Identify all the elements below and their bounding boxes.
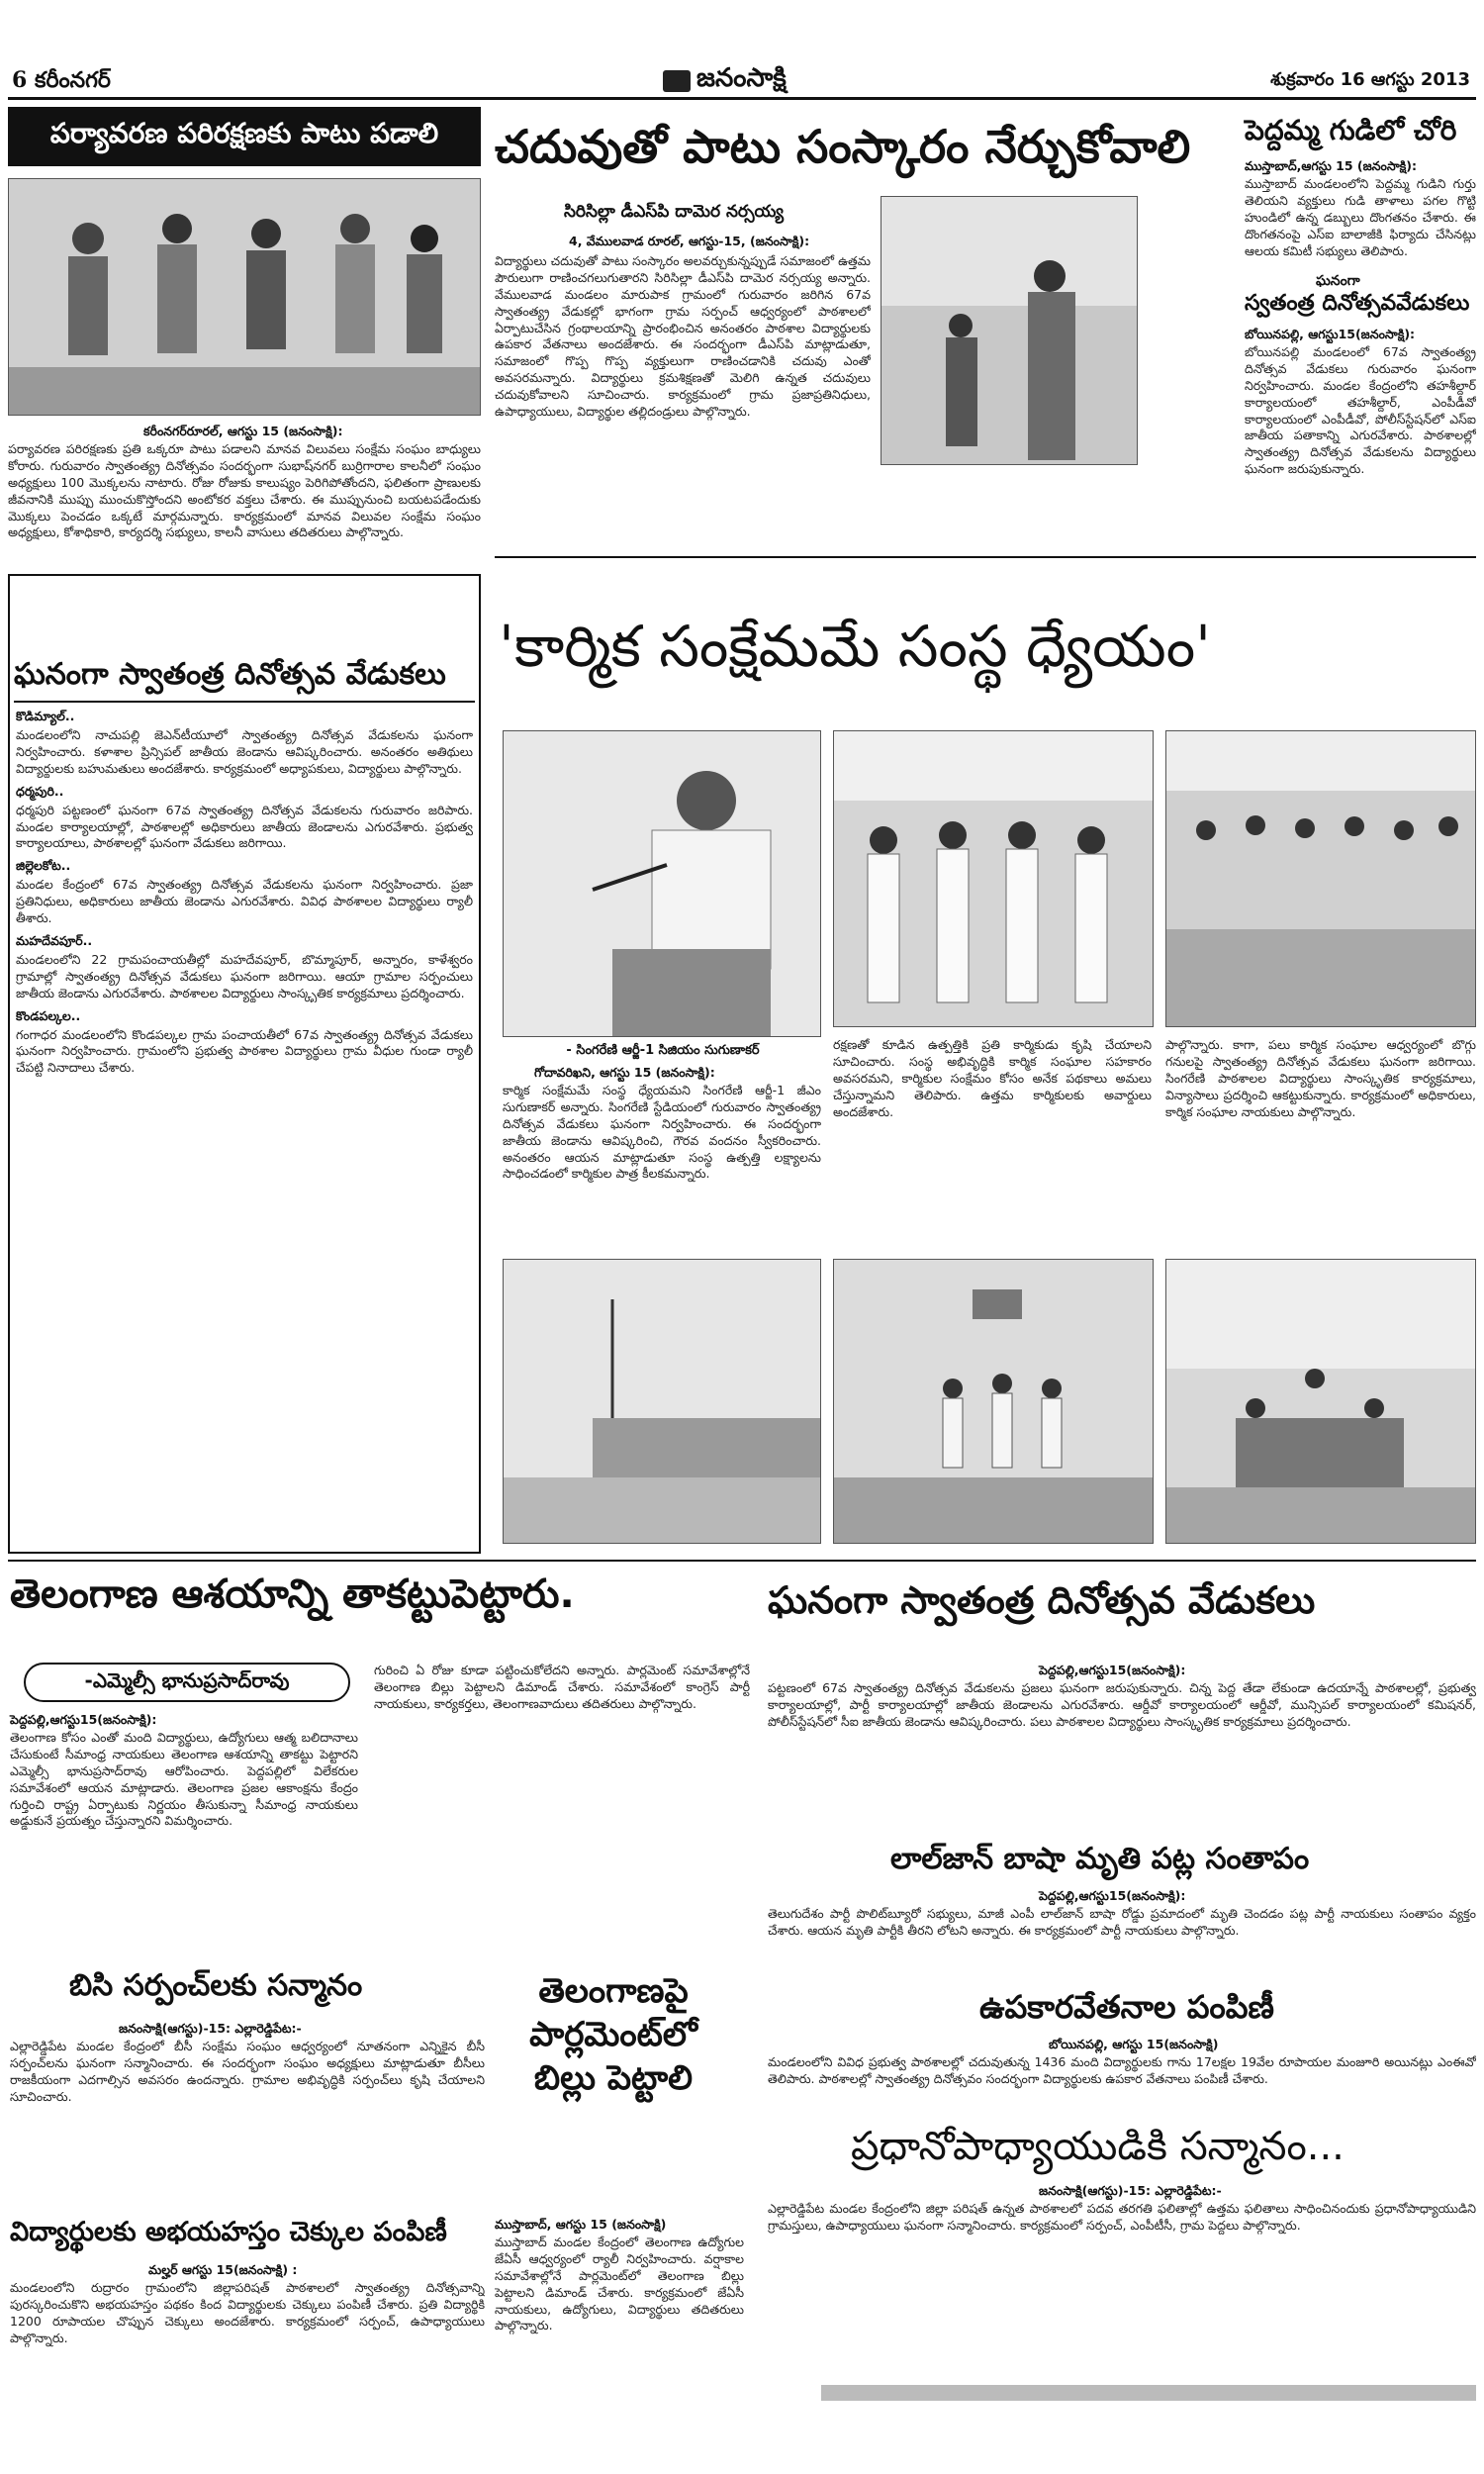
big-story-body-1: కార్మిక సంక్షేమమే సంస్థ ధ్యేయమని సింగరేణి ఆర్జీ-1 జీఎం సుగుణాకర్‌ అన్నారు. సింగరేణి స్టేడియంలో గురువారం స్వాతంత్య్ర దినోత్సవ వేడుకలు ఘనంగా నిర్వహించారు. ఈ సందర్భంగా జాతీయ జెండాను ఆవిష్కరించి, గౌరవ వందనం స్వీకరించారు. అనంతరం ఆయన మాట్లాడుతూ సంస్థ ఉత్పత్తి లక్ష్యాలను సాధించడంలో కార్మికుల పాత్ర కీలకమన్నారు. <box>503 1083 821 1182</box>
story-bc-dateline: జనంసాక్షి(ఆగస్టు)-15: ఎల్లారెడ్డిపేట:- <box>119 2021 302 2036</box>
big-story-body-2: రక్షణతో కూడిన ఉత్పత్తికి ప్రతి కార్మికుడు కృషి చేయాలని సూచించారు. సంస్థ అభివృద్ధికి కార్మిక సంఘాల సహకారం అవసరమని, కార్మికుల సంక్షేమం కోసం అనేక పథకాలు అమలు చేస్తున్నామని తెలిపారు. ఉత్తమ కార్మికులకు అవార్డులు అందజేశారు. <box>833 1037 1152 1119</box>
big-story-photo-crowd <box>1165 730 1476 1027</box>
big-story-headline: 'కార్మిక సంక్షేమమే సంస్థ ధ్యేయం' <box>499 613 1212 680</box>
story-education-headline: చదువుతో పాటు సంస్కారం నేర్చుకోవాలి <box>495 120 1191 173</box>
big-story-photo-officials <box>833 730 1154 1027</box>
big-story-dateline: గోదావరిఖని, ఆగస్టు 15 (జనంసాక్షి): <box>534 1065 715 1080</box>
story-education-byline: సిరిసిల్లా డీఎస్‌పి దామెర నర్సయ్య <box>564 202 784 222</box>
story-independence-dateline: బోయినపల్లి, ఆగస్టు15(జనంసాక్షి): <box>1245 327 1416 341</box>
crowd-gathering-image <box>1166 731 1476 1027</box>
story-scholarship-headline: ఉపకారవేతనాల పంపిణీ <box>979 1988 1274 2026</box>
story-laljan-body: తెలుగుదేశం పార్టీ పొలిట్‌బ్యూరో సభ్యులు, మాజీ ఎంపీ లాల్‌జాన్‌ బాషా రోడ్డు ప్రమాదంలో మృతి చెందడం పట్ల పార్టీ నాయకులు సంతాపం వ్యక్తం చేశారు. ఆయన మృతి పార్టీకి తీరని లోటని అన్నారు. ఈ కార్యక్రమంలో పార్టీ నాయకులు పాల్గొన్నారు. <box>768 1906 1476 1938</box>
story-celebrations-rule <box>14 701 475 703</box>
story-theft-headline: పెద్దమ్మ గుడిలో చోరి <box>1245 114 1457 146</box>
section-text: గంగాధర మండలంలోని కొండపల్కల గ్రామ పంచాయతీలో 67వ స్వాతంత్య్ర దినోత్సవ వేడుకలు ఘనంగా నిర్వహించారు. గ్రామంలోని ప్రభుత్వ పాఠశాల విద్యార్థులు గ్రామ వీధుల గుండా ర్యాలీ చేపట్టి నినాదాలు చేశారు. <box>16 1026 473 1076</box>
section-place: ధర్మపురి.. <box>16 783 64 799</box>
story-education-body: విద్యార్థులు చదువుతో పాటు సంస్కారం అలవర్చుకున్నప్పుడే సమాజంలో ఉత్తమ పౌరులుగా రాణించగలుగుతారని సిరిసిల్లా డీఎస్‌పి దామెర నర్సయ్య అన్నారు. వేములవాడ మండలం మారుపాక గ్రామంలో గురువారం జరిగిన 67వ స్వాతంత్య్ర వేడుకల్లో భాగంగా గ్రామ సర్పంచ్‌ ఆధ్వర్యంలో పాఠశాలలో ఏర్పాటుచేసిన గ్రంథాలయాన్ని ప్రారంభించిన అనంతరం పాఠశాల విద్యార్థులకు ఉపకార వేతనాలు అందజేశారు. ఈ సందర్భంగా డీఎస్‌పి మాట్లాడుతూ, సమాజంలో గొప్ప గొప్ప వ్యక్తులుగా రాణించడానికి చదువు ఎంతో అవసరమన్నారు. విద్యార్థులు క్రమశిక్షణతో మెలిగి ఉన్నత చదువులు చదువుకోవాలని సూచించారు. కార్యక్రమంలో గ్రామ ప్రజాప్రతినిధులు, ఉపాధ్యాయులు, విద్యార్థుల తల్లిదండ్రులు పాల్గొన్నారు. <box>495 253 871 419</box>
story-environment-body: పర్యావరణ పరిరక్షణకు ప్రతి ఒక్కరూ పాటు పడాలని మానవ విలువలు సంక్షేమ సంఘం బాధ్యులు కోరారు. గురువారం స్వాతంత్య్ర దినోత్సవం సందర్భంగా సుభాష్‌నగర్‌ బుర్రిగారాల కాలనీలో సంఘం అధ్యక్షులు 100 మొక్కలను నాటారు. రోజు రోజుకు కాలుష్యం పెరిగిపోతోందని, ఫలితంగా ప్రాణులకు జీవనానికి ముప్పు ముంచుకొస్తోందని అంటోకర వక్తలు చేశారు. ఈ ముప్పునుంచి బయటపడేందుకు మొక్కలు పెంచడం ఒక్కటే మార్గమన్నారు. కార్యక్రమంలో మానవ విలువల సంక్షేమ సంఘం అధ్యక్షులు, కోశాధికారి, కార్యదర్శి సభ్యులు, కాలనీ వాసులు తదితరులు పాల్గొన్నారు. <box>8 441 481 540</box>
officials-group-image <box>834 731 1154 1027</box>
issue-date: శుక్రవారం 16 ఆగస్టు 2013 <box>1270 69 1470 90</box>
section-text: మండలంలోని 22 గ్రామపంచాయతీల్లో మహదేవపూర్‌, బొమ్మాపూర్‌, అన్నారం, కాళేశ్వరం గ్రామాల్లో స్వాతంత్య్ర దినోత్సవ వేడుకలు ఘనంగా జరిగాయి. ఆయా గ్రామాల సర్పంచులు జాతీయ జెండాను ఎగురవేశారు. పాఠశాలల విద్యార్థులు సాంస్కృతిక కార్యక్రమాలు ప్రదర్శించారు. <box>16 951 473 1000</box>
story-celebrations-headline: ఘనంగా స్వాతంత్ర దినోత్సవ వేడుకలు <box>14 657 446 692</box>
section-place: మహదేవపూర్‌.. <box>16 932 93 948</box>
story-independence-kicker: ఘనంగా <box>1316 273 1360 289</box>
speaker-at-podium-image <box>504 731 821 1037</box>
story-celebrations-sections <box>16 709 473 1548</box>
section-mahadevpur <box>16 933 473 1002</box>
story-headmaster-dateline: జనంసాక్షి(ఆగస్టు)-15: ఎల్లారెడ్డిపేట:- <box>1039 2183 1222 2198</box>
story-students-body: మండలంలోని రుద్రారం గ్రామంలోని జిల్లాపరిషత్‌ పాఠశాలలో స్వాతంత్య్ర దినోత్సవాన్ని పురస్కరించుకొని అభయహస్తం పథకం కింద విద్యార్థులకు చెక్కులు పంపిణీ చేశారు. ప్రతి విద్యార్థికి 1200 రూపాయల చొప్పున చెక్కులు అందజేశారు. కార్యక్రమంలో సర్పంచ్‌, ఉపాధ్యాయులు పాల్గొన్నారు. <box>10 2280 485 2345</box>
story-parliament-body: ముస్తాబాద్‌ మండల కేంద్రంలో తెలంగాణ ఉద్యోగుల జేఏసీ ఆధ్వర్యంలో ర్యాలీ నిర్వహించారు. వర్షాకాల సమావేశాల్లోనే పార్లమెంట్‌లో తెలంగాణ బిల్లు పెట్టాలని డిమాండ్‌ చేశారు. కార్యక్రమంలో జేఏసీ నాయకులు, ఉద్యోగులు, విద్యార్థులు తదితరులు పాల్గొన్నారు. <box>495 2235 744 2333</box>
human-pyramid-image <box>1166 1260 1476 1544</box>
story-scholarship-body: మండలంలోని వివిధ ప్రభుత్వ పాఠశాలల్లో చదువుతున్న 1436 మంది విద్యార్థులకు గాను 17లక్షల 19వేల రూపాయల మంజూరి అయినట్లు ఎంఈవో తెలిపారు. పాఠశాలల్లో స్వాతంత్య్ర దినోత్సవం సందర్భంగా విద్యార్థులకు ఉపకార వేతనాలు పంపిణీ చేశారు. <box>768 2054 1476 2086</box>
section-place: కొండపల్కల.. <box>16 1007 81 1023</box>
section-jillelakota <box>16 858 473 927</box>
story-telangana-byline: -ఎమ్మెల్సీ భానుప్రసాద్‌రావు <box>24 1663 350 1702</box>
story-bc-body: ఎల్లారెడ్డిపేట మండల కేంద్రంలో బీసీ సంక్షేమ సంఘం ఆధ్వర్యంలో నూతనంగా ఎన్నికైన బీసీ సర్పంచ్‌లను ఘనంగా సన్మానించారు. ఈ సందర్భంగా సంఘం అధ్యక్షులు మాట్లాడుతూ బీసీలు రాజకీయంగా ఎదగాల్సిన అవసరం ఉందన్నారు. గ్రామాల అభివృద్ధికి సర్పంచ్‌లు కృషి చేయాలని సూచించారు. <box>10 2039 485 2104</box>
footer-bar <box>821 2385 1476 2401</box>
big-story-top-rule <box>495 556 1476 558</box>
story-education-body-cont <box>881 471 1138 548</box>
section-text: మండల కేంద్రంలో 67వ స్వాతంత్య్ర దినోత్సవ వేడుకలను ఘనంగా నిర్వహించారు. ప్రజా ప్రతినిధులు, అధికారులు జాతీయ జెండాను ఎగురవేశారు. వివిధ పాఠశాలల విద్యార్థులు ర్యాలీ తీశారు. <box>16 877 473 925</box>
story-headmaster-headline: ప్రధానోపాధ్యాయుడికి సన్మానం... <box>851 2124 1345 2169</box>
flag-hoisting-image <box>504 1260 821 1544</box>
group-people-image <box>9 179 481 416</box>
story-telangana-dateline: పెద్దపల్లి,ఆగస్టు15(జనంసాక్షి): <box>10 1712 157 1727</box>
big-story-photo-flag <box>503 1259 821 1544</box>
story-peddapalli-dateline: పెద్దపల్లి,ఆగస్టు15(జనంసాక్షి): <box>1039 1663 1186 1677</box>
story-bc-headline: బిసి సర్పంచ్‌లకు సన్మానం <box>69 1968 363 2003</box>
story-scholarship-dateline: బోయినపల్లి, ఆగస్టు 15(జనంసాక్షి) <box>1049 2037 1219 2051</box>
masthead-title: జనంసాక్షి <box>696 63 787 93</box>
mid-rule <box>8 1560 1476 1562</box>
section-dharmapuri <box>16 784 473 853</box>
story-environment-photo <box>8 178 481 416</box>
story-parliament-headline: తెలంగాణపై పార్లమెంట్‌లో బిల్లు పెట్టాలి <box>529 1971 697 2099</box>
masthead <box>663 63 787 99</box>
story-independence-body: బోయినపల్లి మండలంలో 67వ స్వాతంత్య్ర దినోత్సవ వేడుకలు గురువారం ఘనంగా నిర్వహించారు. మండల కేంద్రంలోని తహశీల్దార్‌ కార్యాలయంలో తహశీల్దార్‌, ఎంపీడీవో కార్యాలయంలో ఎంపీడీవో, పోలీస్‌స్టేషన్‌లో ఎస్‌ఐ జాతీయ పతాకాన్ని ఎగురవేశారు. పాఠశాలల్లో స్వాతంత్య్ర దినోత్సవ వేడుకలను విద్యార్థులు ఘనంగా జరుపుకున్నారు. <box>1245 344 1476 477</box>
story-headmaster-body: ఎల్లారెడ్డిపేట మండల కేంద్రంలోని జిల్లా పరిషత్‌ ఉన్నత పాఠశాలలో పదవ తరగతి ఫలితాల్లో ఉత్తమ ఫలితాలు సాధించినందుకు ప్రధానోపాధ్యాయుడిని గ్రామస్తులు, ఉపాధ్యాయులు ఘనంగా సన్మానించారు. కార్యక్రమంలో సర్పంచ్‌, ఎంపీటీసీ, గ్రామ పెద్దలు పాల్గొన్నారు. <box>768 2201 1476 2233</box>
section-text: ధర్మపురి పట్టణంలో ఘనంగా 67వ స్వాతంత్య్ర దినోత్సవ వేడుకలను గురువారం జరిపారు. మండల కార్యాలయాల్లో, పాఠశాలల్లో అధికారులు జాతీయ జెండాలను ఎగురవేశారు. ప్రభుత్వ కార్యాలయాలు, పాఠశాలల్లో ఘనంగా వేడుకలు జరిగాయి. <box>16 802 473 851</box>
story-independence-headline: స్వతంత్ర దినోత్సవవేడుకలు <box>1245 291 1470 316</box>
story-theft-dateline: ముస్తాబాద్‌,ఆగస్టు 15 (జనంసాక్షి): <box>1245 158 1417 173</box>
story-environment-headline: పర్యావరణ పరిరక్షణకు పాటు పడాలి <box>8 107 481 166</box>
big-story-body-3: పాల్గొన్నారు. కాగా, పలు కార్మిక సంఘాల ఆధ్వర్యంలో బొగ్గు గనులపై స్వాతంత్య్ర దినోత్సవ వేడుకలు ఘనంగా జరిగాయి. సింగరేణి పాఠశాలల విద్యార్థులు సాంస్కృతిక కార్యక్రమాలు, విన్యాసాలు ప్రదర్శించి ఆకట్టుకున్నారు. కార్యక్రమంలో అధికారులు, కార్మిక సంఘాల నాయకులు పాల్గొన్నారు. <box>1165 1037 1476 1119</box>
story-parliament-dateline: ముస్తాబాద్‌, ఆగస్టు 15 (జనంసాక్షి) <box>495 2217 667 2232</box>
section-place: కొడిమ్యాల్‌.. <box>16 709 75 723</box>
story-telangana-body: తెలంగాణ కోసం ఎంతో మంది విద్యార్థులు, ఉద్యోగులు ఆత్మ బలిదానాలు చేసుకుంటే సీమాంధ్ర నాయకులు తెలంగాణ ఆశయాన్ని తాకట్టు పెట్టారని ఎమ్మెల్సీ భానుప్రసాద్‌రావు ఆరోపించారు. పెద్దపల్లిలో విలేకరుల సమావేశంలో ఆయన మాట్లాడారు. తెలంగాణ ప్రజల ఆకాంక్షను కేంద్రం గుర్తించి రాష్ట్ర ఏర్పాటుకు నిర్ణయం తీసుకున్నా సీమాంధ్ర నాయకులు అడ్డుకునే ప్రయత్నం చేస్తున్నారని విమర్శించారు. <box>10 1730 358 1829</box>
story-theft-body: ముస్తాబాద్‌ మండలంలోని పెద్దమ్మ గుడిని గుర్తు తెలియని వ్యక్తులు గుడి తాళాలు పగల గొట్టి హుండిలో ఉన్న డబ్బులు దొంగతనం చేశారు. ఈ దొంగతనంపై ఎస్‌ఐ బాలాజీకి ఫిర్యాదు చేసినట్లు ఆలయ కమిటీ సభ్యులు తెలిపారు. <box>1245 176 1476 258</box>
masthead-logo-icon <box>663 70 691 92</box>
page-label: 6 కరీంనగర్ <box>12 67 111 93</box>
section-place: జిల్లెలకోట.. <box>16 858 71 874</box>
story-telangana-body-cont: గురించి ఏ రోజు కూడా పట్టించుకోలేదని అన్నారు. పార్లమెంట్‌ సమావేశాల్లోనే తెలంగాణ బిల్లు పెట్టాలని డిమాండ్‌ చేశారు. సమావేశంలో కాంగ్రెస్‌ పార్టీ నాయకులు, కార్యకర్తలు, తెలంగాణవాదులు తదితరులు పాల్గొన్నారు. <box>374 1663 750 1711</box>
section-kondapalkala <box>16 1008 473 1078</box>
officer-handshake-image <box>881 197 1138 465</box>
story-laljan-dateline: పెద్దపల్లి,ఆగస్టు15(జనంసాక్షి): <box>1039 1888 1186 1903</box>
story-education-dateline: 4, వేములవాడ రూరల్‌, ఆగస్టు-15, (జనంసాక్షి): <box>569 234 810 248</box>
section-kodimyal <box>16 709 473 778</box>
story-students-dateline: మల్హర్‌ ఆగస్టు 15(జనంసాక్షి) : <box>148 2262 298 2277</box>
big-story-photo-caption: - సింగరేణి ఆర్జీ-1 సిజియం సుగుణాకర్‌ <box>566 1043 760 1058</box>
story-peddapalli-headline: ఘనంగా స్వాతంత్ర దినోత్సవ వేడుకలు <box>768 1578 1316 1622</box>
story-education-photo <box>881 196 1138 465</box>
story-laljan-headline: లాల్‌జాన్‌ బాషా మృతి పట్ల సంతాపం <box>890 1842 1310 1876</box>
big-story-photo-speaker <box>503 730 821 1037</box>
students-dance-image <box>834 1260 1154 1544</box>
story-telangana-headline: తెలంగాణ ఆశయాన్ని తాకట్టుపెట్టారు. <box>10 1571 575 1617</box>
header-rule <box>8 97 1476 100</box>
story-environment-dateline: కరీంనగర్‌రూరల్‌, ఆగస్టు 15 (జనంసాక్షి): <box>143 424 343 438</box>
big-story-photo-pyramid <box>1165 1259 1476 1544</box>
big-story-photo-dance <box>833 1259 1154 1544</box>
section-text: మండలంలోని నాచుపల్లి జెఎన్‌టీయూలో స్వాతంత్య్ర దినోత్సవ వేడుకలను ఘనంగా నిర్వహించారు. కళాశాల ప్రిన్సిపల్‌ జాతీయ జెండాను ఆవిష్కరించారు. అనంతరం అతిథులు విద్యార్థులకు బహుమతులు అందజేశారు. కార్యక్రమంలో అధ్యాపకులు, విద్యార్థులు పాల్గొన్నారు. <box>16 727 473 776</box>
story-peddapalli-body: పట్టణంలో 67వ స్వాతంత్య్ర దినోత్సవ వేడుకలను ప్రజలు ఘనంగా జరుపుకున్నారు. చిన్న పెద్ద తేడా లేకుండా ఉదయాన్నే పాఠశాలల్లో, ప్రభుత్వ కార్యాలయాల్లో, పార్టీ కార్యాలయాల్లో జాతీయ జెండాలను ఎగురవేశారు. ఆర్డీవో కార్యాలయంలో ఆర్డీవో, మున్సిపల్‌ కార్యాలయంలో కమిషనర్‌, పోలీస్‌స్టేషన్‌లో సీఐ జాతీయ జెండాను ఆవిష్కరించారు. పలు పాఠశాలల విద్యార్థులు సాంస్కృతిక కార్యక్రమాలు ప్రదర్శించారు. <box>768 1680 1476 1729</box>
story-students-headline: విద్యార్థులకు అభయహస్తం చెక్కుల పంపిణీ <box>10 2217 447 2247</box>
